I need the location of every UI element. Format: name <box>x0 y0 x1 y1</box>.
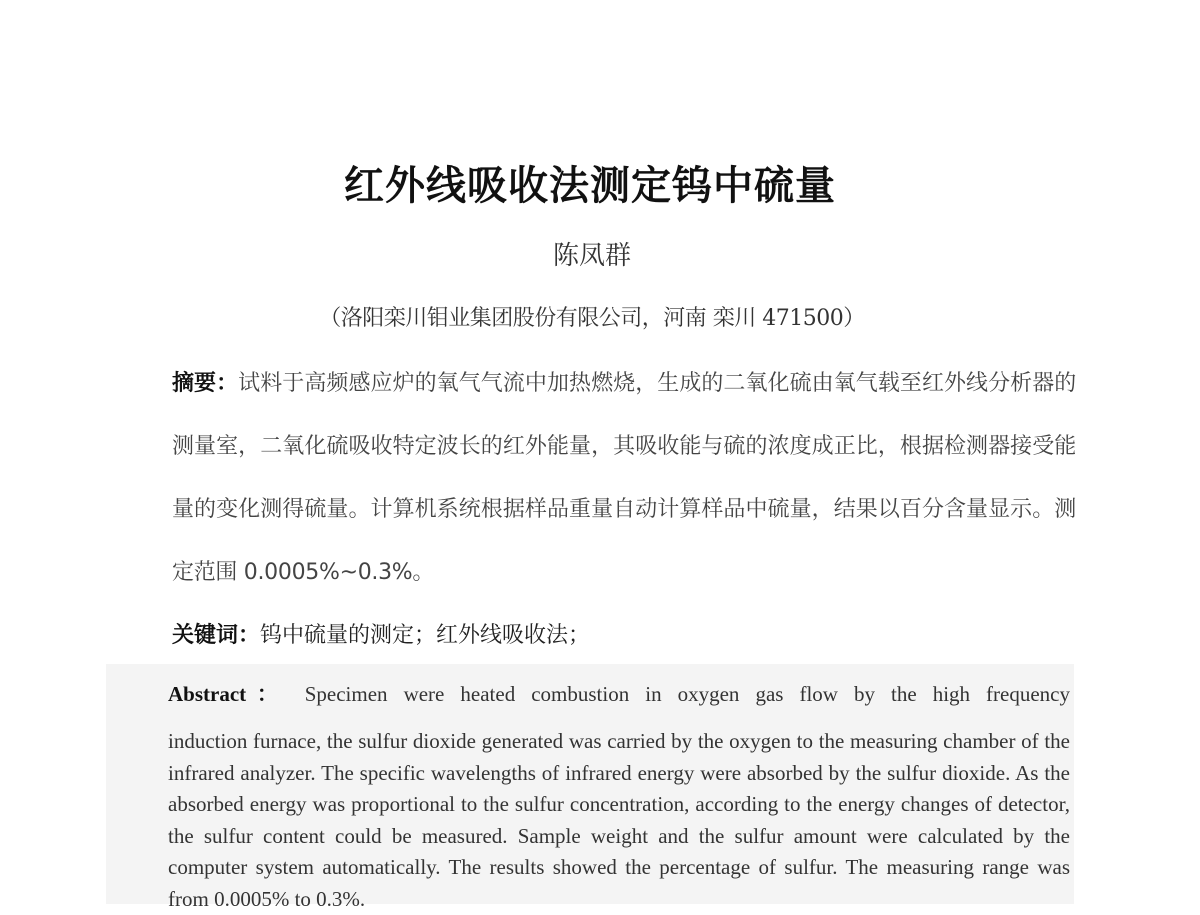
abstract-chinese-text: 试料于高频感应炉的氧气气流中加热燃烧，生成的二氧化硫由氧气载至红外线分析器的测量室，二氧化硫吸收特定波长的红外能量，其吸收能与硫的浓度成正比，根据检测器接受能量的变化测得硫量。计算机系统根据样品重量自动计算样品中硫量，结果以百分含量显示。测定范围 0.0005%~0.3%。 <box>172 371 1076 585</box>
abstract-english-first-line <box>168 676 1070 712</box>
abstract-english <box>168 676 1070 915</box>
paper-title: 红外线吸收法测定钨中硫量 <box>344 163 836 209</box>
author-name: 陈凤群 <box>552 241 631 271</box>
keywords-chinese-label: 关键词： <box>172 623 261 648</box>
abstract-chinese <box>172 352 1076 604</box>
abstract-english-label: Abstract： <box>168 682 289 706</box>
abstract-english-block <box>106 664 1074 911</box>
keywords-chinese <box>172 604 1076 667</box>
author-affiliation: （洛阳栾川钼业集团股份有限公司，河南 栾川 471500） <box>319 306 865 331</box>
abstract-english-body: induction furnace, the sulfur dioxide generated was carried by the oxygen to the measuring chamber of the infrared analyzer. The specific wavelengths of infrared energy were absorbed by the sulfur dioxide. As the absorbed energy was proportional to the sulfur concentration, according to the energy changes of detector, the sulfur content could be measured. Sample weight and the sulfur amount were calculated by the computer system automatically. The results showed the percentage of sulfur. The measuring range was from 0.0005% to 0.3%. <box>168 729 1070 911</box>
abstract-english-first-text: Specimen were heated combustion in oxygen gas flow by the high frequency <box>304 682 1071 706</box>
keywords-chinese-text: 钨中硫量的测定；红外线吸收法； <box>260 623 591 648</box>
abstract-chinese-label: 摘要： <box>172 371 239 396</box>
